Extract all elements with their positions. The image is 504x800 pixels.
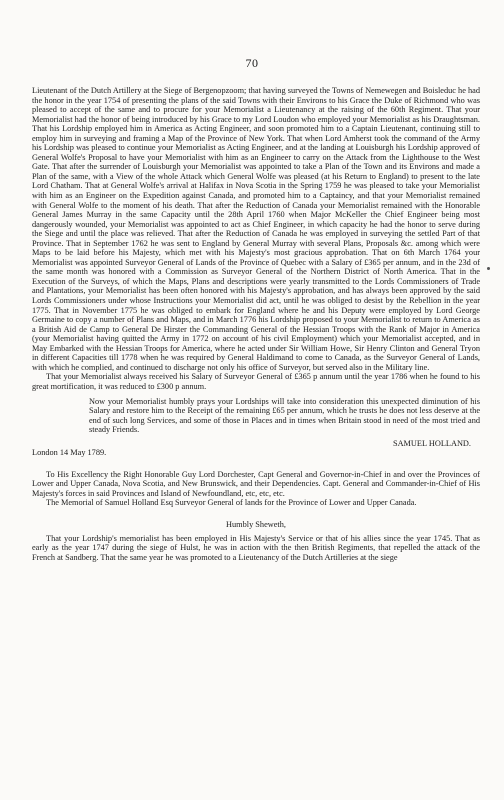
dateline: London 14 May 1789. — [32, 448, 107, 458]
section-heading: Humbly Sheweth, — [226, 519, 286, 529]
memorial-title: The Memorial of Samuel Holland Esq Surveyor General of lands for the Province of Lower and Upper Canada. — [46, 498, 417, 508]
memorial-paragraph: That your Lordship's memorialist has been employed in His Majesty's Service or that of his allies since the year 1745. That as early as the year 1747 during the siege of Hulst, he was in action with the then British Regiments, that repelled the attack of the French at Sandberg. That the same year he was promoted to a Lieutenancy of the Dutch Artilleries at the siege — [32, 533, 480, 562]
salary-paragraph: That your Memorialist always received his Salary of Surveyor General of £365 p annum until the year 1786 when he found to his great mortification, it was reduced to £300 p annum. — [32, 372, 480, 391]
body-text — [32, 86, 480, 562]
address-paragraph: To His Excellency the Right Honorable Guy Lord Dorchester, Capt General and Governor-in-Chief in and over the Provinces of Lower and Upper Canada, Nova Scotia, and New Brunswick, and their Dependencies. Capt. General and Commander-in-Chief of His Majesty's forces in said Provinces and Island of Newfoundland, etc, etc, etc. — [32, 469, 480, 498]
signature-name: SAMUEL HOLLAND. — [392, 438, 471, 448]
page-number: 70 — [245, 56, 259, 70]
memorial-paragraph-continued: Lieutenant of the Dutch Artillery at the Siege of Bergenopzoom; that having surveyed the Towns of Nemewegen and Boisleduc he had the honor in the year 1754 of presenting the plans of the said Towns with their Environs to his Grace the Duke of Richmond who was pleased to accept of the same and to procure for your Memorialist a Lieutenancy at the raising of the 60th Regiment. That your Memorialist had the honor of being introduced by his Grace to my Lord Loudon who employed your Memorialist as his Draughtsman. That his Lordship employed him in America as Acting Engineer, and soon promoted him to a Captain Lieutenant, continuing still to employ him in surveying and framing a Map of the Province of New York. That when Lord Amherst took the command of the Army his Lordship was pleased to continue your Memorialist as Acting Engineer, and at the landing at Louisburgh his Lordship approved of General Wolfe's Proposal to have your Memorialist with him as an Engineer to carry on the Attack from the Lighthouse to the West Gate. That after the surrender of Louisburgh your Memorialist was appointed to take a Plan of the Town and its Environs and made a Plan of the same, with a View of the whole Attack which General Wolfe was pleased (at his Return to England) to present to the late Lord Chatham. That at General Wolfe's arrival at Halifax in Nova Scotia in the Spring 1759 he was pleased to take your Memorialist with him as an Engineer on the Expedition against Canada, and promoted him to a Captaincy, and that your Memorialist remained with General Wolfe to the moment of his death. That after the Reduction of Canada your Memorialist remained with the Honorable General James Murray in the same Capacity until the 28th April 1760 when Major McKeller the Chief Engineer being most dangerously wounded, your Memorialist was appointed to act as Chief Engineer, in which capacity he had the honor to serve during the Siege and until the place was relieved. That after the Reduction of Canada he was employed in surveying the settled Part of that Province. That in September 1762 he was sent to England by General Murray with several Plans, Proposals &c. among which were Maps to be laid before his Majesty, which met with his Majesty's most gracious approbation. That on 6th March 1764 your Memorialist was appointed Surveyor General of Lands of the Province of Quebec with a Salary of £365 per annum, and in the 23d of the same month was honored with a Commission as Surveyor General of the Northern District of North America. That in the Execution of the Surveys, of which the Maps, Plans and descriptions were yearly transmitted to the Lords Commissioners of Trade and Plantations, your Memorialist has been often honored with his Majesty's approbation, and has always been approved by the said Lords Commissioners under whose Instructions your Memorialist did act, until he was obliged to desist by the Rebellion in the year 1775. That in November 1775 he was obliged to embark for England where he and his Deputy were employed by Lord George Germaine to copy a number of Plans and Maps, and in March 1776 his Lordship proposed to your Memorialist to return to America as a British Aid de Camp to General De Hirster the Commanding General of the Hessian Troops with the Rank of Major in America (your Memorialist having quitted the Army in 1772 on account of his civil Employment) which your Memorialist accepted, and in May Embarked with the Hessian Troops for America, where he acted under Sir William Howe, Sir Henry Clinton and General Tryon in different Capacities till 1778 when he was required by General Haldimand to come to Canada, as the Surveyor General of Lands, with which he complied, and continued to discharge not only his office of Surveyor, but served also in the Military line. — [32, 86, 480, 372]
prayer-paragraph: Now your Memorialist humbly prays your Lordships will take into consideration this unexpected diminution of his Salary and restore him to the Receipt of the remaining £65 per annum, which he trusts he does not less deserve at the end of such long Services, and some of those in Places and in times when Britain stood in need of the most tried and steady Friends. — [89, 396, 480, 435]
margin-mark — [487, 267, 490, 270]
